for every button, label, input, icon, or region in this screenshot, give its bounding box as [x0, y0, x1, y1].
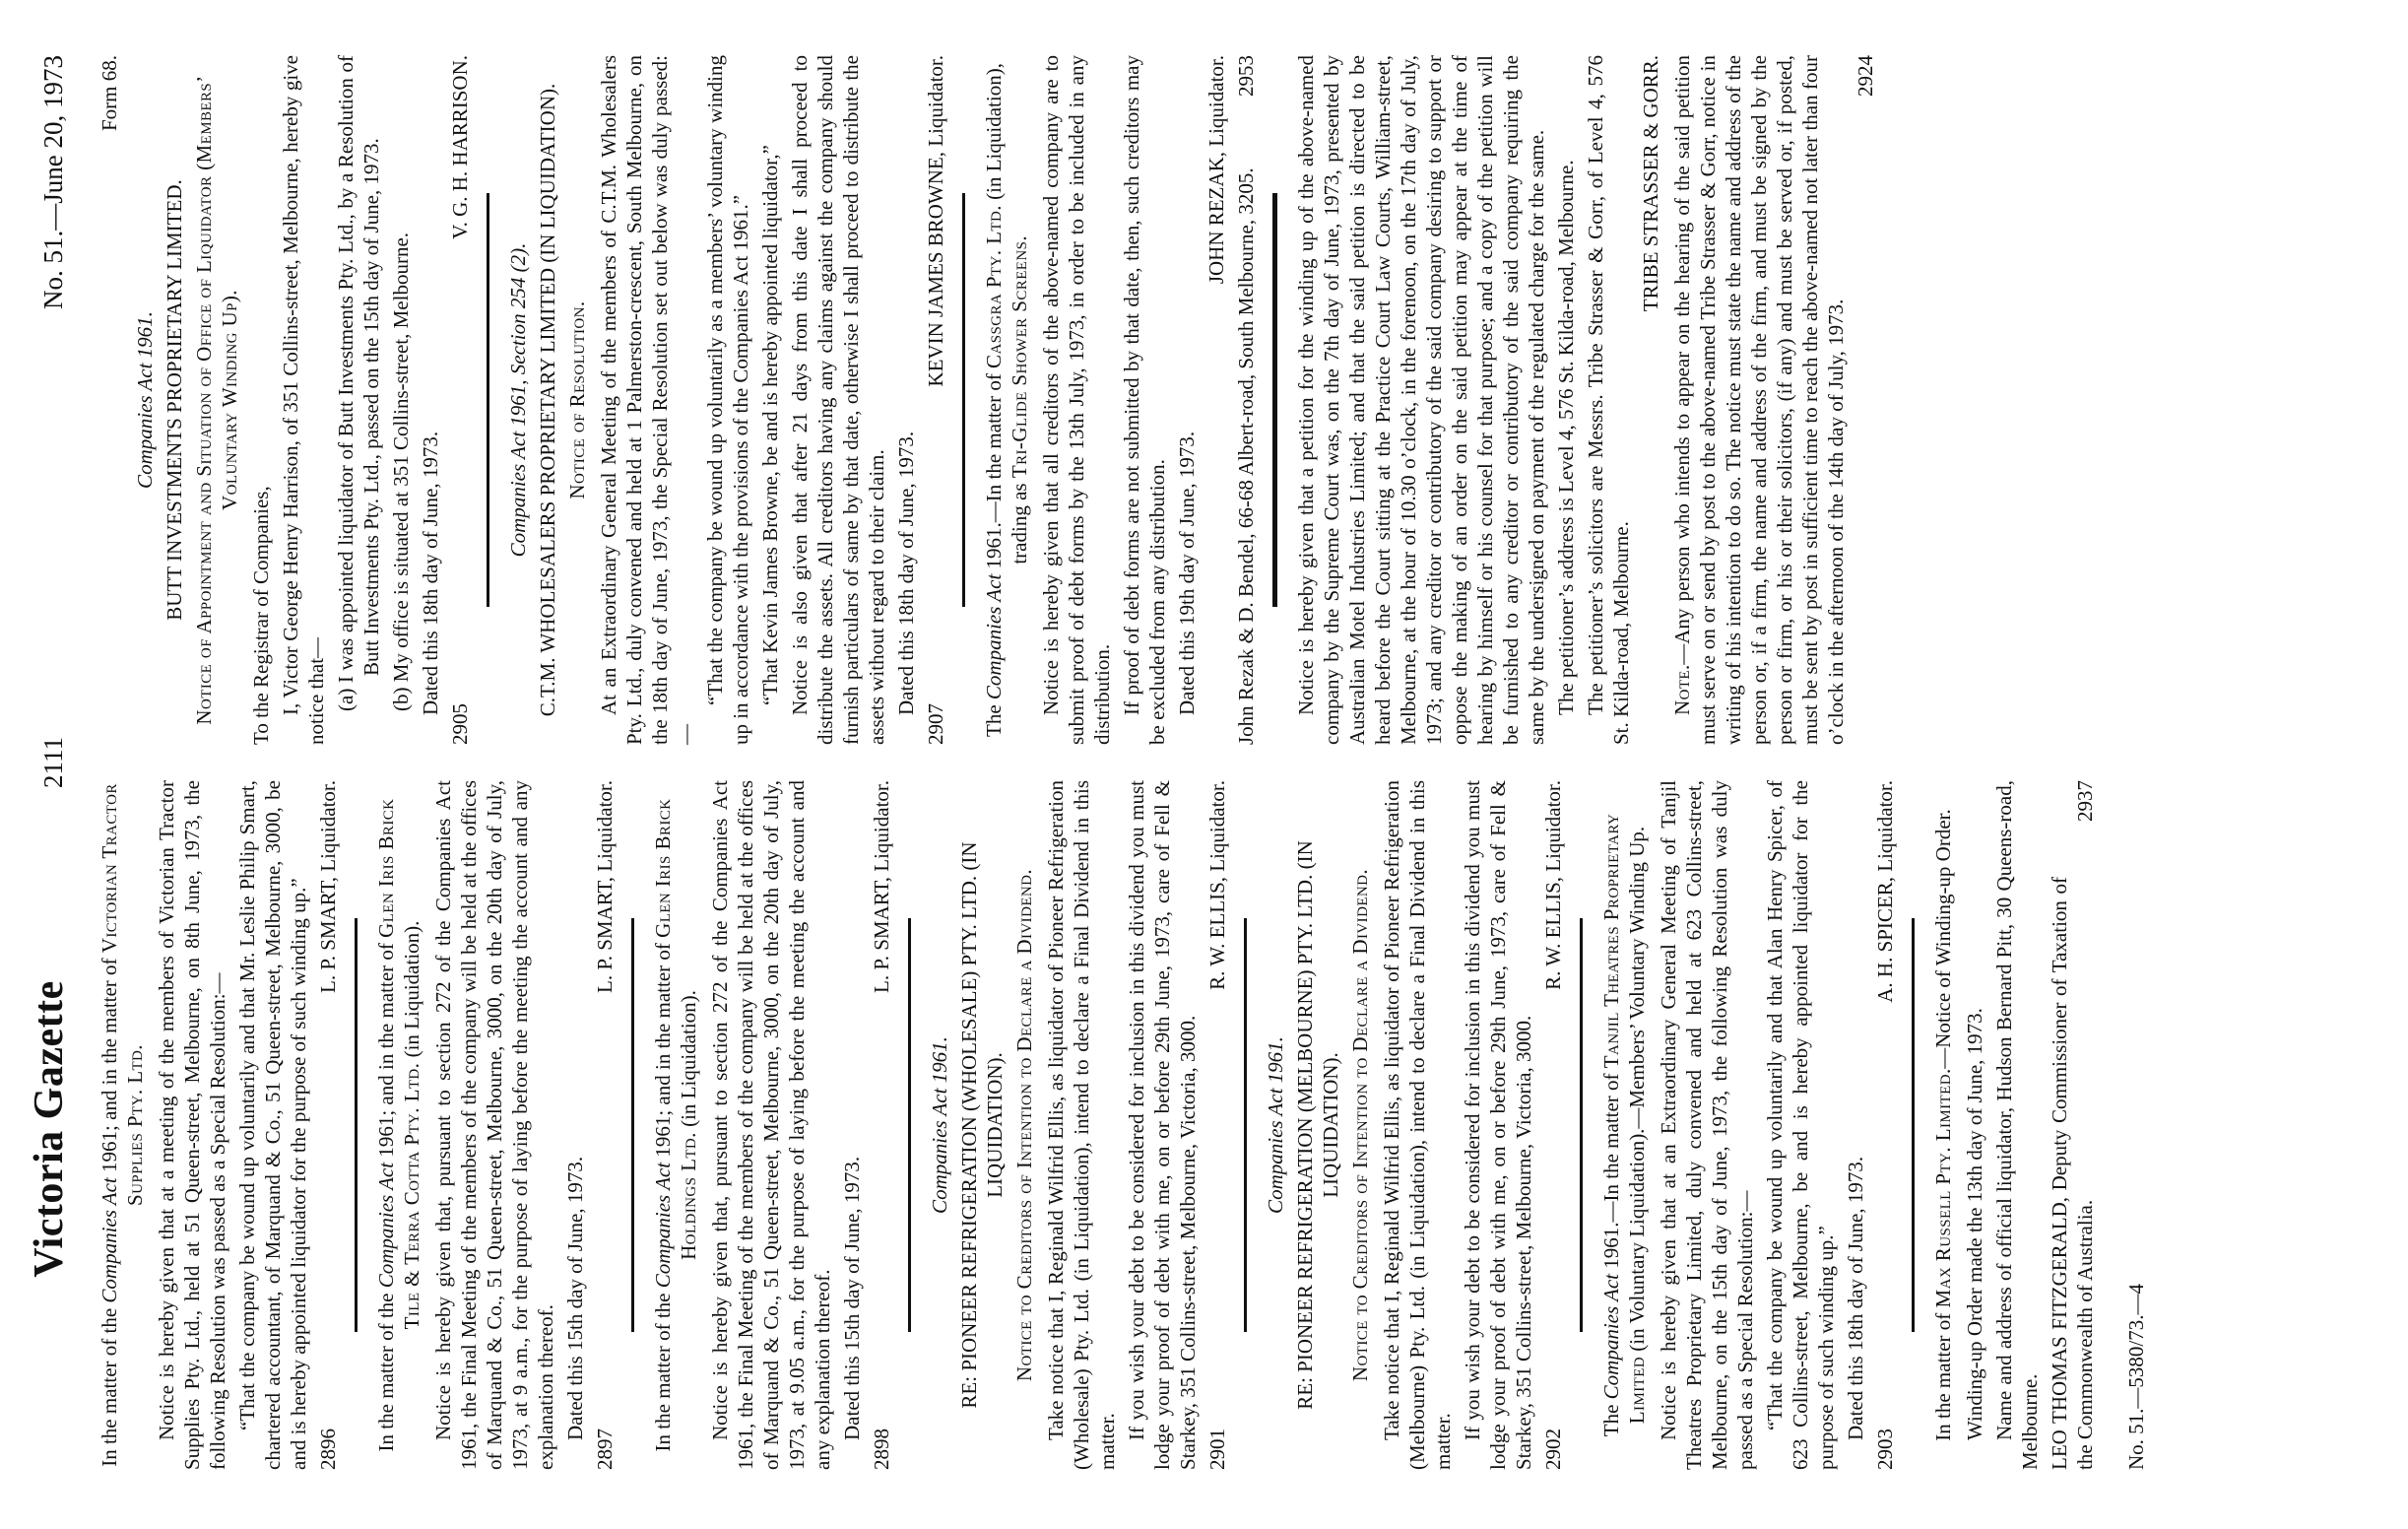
notice-number: 2953 [1234, 55, 1258, 97]
notice-paragraph: The petitioner’s address is Level 4, 576 St. Kilda-road, Melbourne. [1554, 160, 1578, 715]
dated-line: Dated this 19th day of June, 1973. [1175, 431, 1199, 715]
signature: TRIBE STRASSER & GORR. [1639, 55, 1662, 312]
notice-ctm-wholesalers [505, 55, 948, 745]
company-line: C.T.M. WHOLESALERS PROPRIETARY LIMITED (IN LIQUIDATION). [536, 83, 559, 717]
liquidator-address: John Rezak & D. Bendel, 66-68 Albert-road, South Melbourne, 3205. [1234, 167, 1258, 745]
list-item-b: (b) My office is situated at 351 Collins-street, Melbourne. [389, 232, 413, 711]
notice-heading: Notice of Resolution. [565, 300, 589, 499]
list-item-a: (a) I was appointed liquidator of Butt Investments Pty. Ltd., by a Resolution of Butt Investments Pty. Ltd., passed on the 15th day of June, 1973. [334, 55, 383, 711]
notice-number: 2905 [448, 703, 472, 745]
resolution-quote: “That the company be wound up voluntarily as a members’ voluntary winding up in accordance with the provisions of the Companies Act 1961.” [703, 55, 752, 745]
notice-number: 2896 [316, 1429, 340, 1470]
notice-victorian-tractor [97, 780, 341, 1470]
notice-number: 2907 [924, 703, 947, 745]
notice-separator [908, 918, 911, 1332]
notice-paragraph: Notice is hereby given that at a meeting of the members of Victorian Tractor Supplies Pty. Ltd., held at 51 Queen-street, Melbourne, on 8th June, 1973, the following Resolution was passed as a Special Resolution:— [155, 780, 229, 1470]
note-paragraph: Note.—Any person who intends to appear on the hearing of the said petition must serve on or send by post to the above-named Tribe Strasser & Gorr, notice in writing of his intention to do so. The notice must state the name and address of the person or, if a firm, the name and address of the firm, and must be signed by the person or firm, or his or their solicitors, (if any) and must be served or, if posted, must be sent by post in sufficient time to reach the above-named not later than four o’clock in the afternoon of the 14th day of July, 1973. [1670, 55, 1848, 745]
notice-separator [487, 193, 489, 607]
signature: R. W. ELLIS, Liquidator. [1541, 780, 1565, 990]
signature-row [447, 55, 473, 745]
notice-paragraph: Notice is hereby given that at an Extraordinary General Meeting of Tanjil Theatres Proprietary Limited, duly convened and held at 623 Collins-street, Melbourne, on the 15th day of June, 1973, the following Resolution was duly passed as a Special Resolution:— [1657, 780, 1757, 1470]
notice-heading: Notice to Creditors of Intention to Declare a Dividend. [1012, 868, 1036, 1382]
notice-number: 2924 [1854, 55, 1877, 97]
notice-number: 2903 [1873, 1429, 1897, 1470]
company-line: BUTT INVESTMENTS PROPRIETARY LIMITED. [163, 179, 186, 621]
signature: LEO THOMAS FITZGERALD, Deputy Commissioner of Taxation of the Commonwealth of Australia. [2048, 877, 2097, 1470]
notice-title: The Companies Act 1961.—In the matter of Cassgra Pty. Ltd. (in Liquidation), trading as Tri-Glide Shower Screens. [982, 63, 1031, 737]
notice-title: In the matter of the Companies Act 1961; and in the matter of Victorian Tractor Supplies Pty. Ltd. [98, 783, 147, 1467]
dated-line: Dated this 18th day of June, 1973. [894, 431, 918, 715]
gazette-masthead: Victoria Gazette [27, 980, 72, 1278]
notice-separator [355, 918, 358, 1332]
resolution-quote: “That the company be wound up voluntarily and that Alan Henry Spicer, of 623 Collins-street, Melbourne, be and is hereby appointed liquidator for the purpose of such winding up.” [1763, 780, 1838, 1470]
notice-number: 2901 [1205, 1429, 1229, 1470]
resolution-quote: “That Kevin James Browne, be and is hereby appointed liquidator,” [758, 145, 782, 705]
notice-title: In the matter of the Companies Act 1961; and in the matter of Glen Iris Brick Holdings Ltd. (in Liquidation). [651, 798, 700, 1452]
signature-row [869, 780, 894, 1470]
notice-max-russell [1930, 780, 2098, 1470]
signature-row [923, 55, 948, 745]
act-line: Companies Act 1961. [133, 311, 157, 489]
right-column [97, 55, 2170, 745]
notice-heading: Notice to Creditors of Intention to Declare a Dividend. [1348, 868, 1372, 1382]
signature: L. P. SMART, Liquidator. [870, 780, 893, 993]
notice-separator [962, 193, 965, 607]
dated-line: Dated this 15th day of June, 1973. [563, 1156, 587, 1440]
notice-paragraph: At an Extraordinary General Meeting of the members of C.T.M. Wholesalers Pty. Ltd., duly convened and held at 1 Palmerston-crescent, South Melbourne, on the 18th day of June, 1973, the Special Resolution set out below was duly passed:— [597, 55, 697, 745]
signature-row [592, 780, 618, 1470]
notice-glen-iris-brick-tile [373, 780, 618, 1470]
left-column [97, 780, 2170, 1470]
act-line: Companies Act 1961, Section 254 (2). [506, 242, 530, 558]
dated-line: Dated this 18th day of June, 1973. [1844, 1156, 1867, 1440]
signature: KEVIN JAMES BROWNE, Liquidator. [924, 55, 947, 387]
notice-paragraph: I, Victor George Henry Harrison, of 351 Collins-street, Melbourne, hereby give notice that— [279, 55, 328, 745]
notice-title: In the matter of Max Russell Pty. Limited.—Notice of Winding-up Order. [1931, 809, 1955, 1441]
notice-number: 2897 [593, 1429, 617, 1470]
notice-number: 2937 [2073, 780, 2097, 822]
notice-winding-up-petition [1293, 55, 1878, 745]
signature: V. G. H. HARRISON. [448, 55, 472, 239]
resolution-quote: “That the company be wound up voluntarily and that Mr. Leslie Philip Smart, chartered accountant, of Marquand & Co., 51 Queen-street, Melbourne, 3000, be and is hereby appointed liquidator for the purpose of such winding up.” [235, 780, 310, 1470]
signature-row [315, 780, 341, 1470]
notice-paragraph: Take notice that I, Reginald Wilfrid Ellis, as liquidator of Pioneer Refrigeration (Wholesale) Pty. Ltd. (in Liquidation), intend to declare a Final Dividend in this matter. [1044, 780, 1119, 1470]
dated-line: Dated this 18th day of June, 1973. [419, 431, 442, 715]
notice-paragraph: Notice is hereby given that all creditors of the above-named company are to submit proof of debt forms by the 13th July, 1973, in order to be included in any distribution. [1039, 55, 1114, 745]
page-number: 2111 [38, 737, 68, 788]
column-layout [97, 55, 2170, 1470]
dated-line: Dated this 15th day of June, 1973. [840, 1156, 864, 1440]
signature-row [1204, 780, 1230, 1470]
notice-paragraph: If proof of debt forms are not submitted by that date, then, such creditors may be excluded from any distribution. [1120, 55, 1169, 745]
notice-paragraph: To the Registrar of Companies, [249, 486, 273, 745]
notice-title: The Companies Act 1961.—In the matter of Tanjil Theatres Proprietary Limited (in Voluntary Liquidation).—Members’ Voluntary Winding Up. [1599, 813, 1649, 1437]
notice-paragraph: Notice is hereby given that, pursuant to section 272 of the Companies Act 1961, the Final Meeting of the members of the company will be held at the offices of Marquand & Co., 51 Queen-street, Melbourne, 3000, on the 20th day of July, 1973, at 9 a.m., for the purpose of laying before the meeting the account and any explanation thereof. [431, 780, 557, 1470]
notice-separator [631, 918, 634, 1332]
notice-heading: Notice of Appointment and Situation of Office of Liquidator (Members’ Voluntary Winding Up). [192, 75, 241, 725]
form-number: Form 68. [98, 55, 121, 132]
notice-number: 2902 [1541, 1429, 1565, 1470]
notice-separator [1244, 918, 1247, 1332]
signature: L. P. SMART, Liquidator. [593, 780, 617, 993]
notice-paragraph: If you wish your debt to be considered for inclusion in this dividend you must lodge your proof of debt with me, on or before 29th June, 1973, care of Fell & Starkey, 351 Collins-street, Melbourne, Victoria, 3000. [1461, 780, 1535, 1470]
signature-row [1872, 780, 1898, 1470]
issue-date: No. 51.—June 20, 1973 [38, 55, 68, 309]
notice-separator-heavy [1272, 193, 1277, 607]
notice-pioneer-melbourne [1263, 780, 1566, 1470]
signature-row [1540, 780, 1566, 1470]
notice-number: 2898 [870, 1429, 893, 1470]
address-row [1233, 55, 1259, 745]
notice-cassgra [981, 55, 1259, 745]
notice-paragraph: Winding-up Order made the 13th day of June, 1973. [1963, 1008, 1986, 1440]
notice-paragraph: Notice is hereby given that, pursuant to section 272 of the Companies Act 1961, the Final Meeting of the members of the company will be held at the offices of Marquand & Co., 51 Queen-street, Melbourne, 3000, on the 20th day of July, 1973, at 9.05 a.m., for the purpose of laying before the meeting the account and any explanation thereof. [708, 780, 834, 1470]
act-line: Companies Act 1961. [1264, 1036, 1287, 1214]
notice-pioneer-wholesale [927, 780, 1230, 1470]
notice-paragraph: Notice is hereby given that a petition for the winding up of the above-named company by the Supreme Court was, on the 7th day of June, 1973, presented by Australian Motel Industries Limited; and that the said petition is directed to be heard before the Court sitting at the Practice Court Law Courts, William-street, Melbourne, at the hour of 10.30 o’clock, in the forenoon, on the 17th day of July, 1973; and any creditor or contributory of the said company desiring to support or oppose the making of an order on the said petition may appear at the time of hearing by himself or his counsel for that purpose; and a copy of the petition will be furnished to any creditor or contributory of the said company requiring the same by the undersigned on payment of the regulated charge for the same. [1294, 55, 1548, 745]
signature: L. P. SMART, Liquidator. [316, 780, 340, 993]
signature: R. W. ELLIS, Liquidator. [1205, 780, 1229, 990]
notice-separator [1912, 918, 1915, 1332]
page-header [26, 55, 73, 1470]
company-line: RE: PIONEER REFRIGERATION (WHOLESALE) PTY. LTD. (IN LIQUIDATION). [957, 841, 1007, 1409]
company-line: RE: PIONEER REFRIGERATION (MELBOURNE) PTY. LTD. (IN LIQUIDATION). [1293, 840, 1342, 1410]
notice-paragraph: Notice is also given that after 21 days from this date I shall proceed to distribute the assets. All creditors having any claims against the company should furnish particulars of same by that date, otherwise I shall proceed to distribute the assets without regard to their claim. [788, 55, 888, 745]
notice-paragraph: Name and address of official liquidator, Hudson Bernard Pitt, 30 Queens-road, Melbourne. [1992, 780, 2042, 1470]
notice-butt-investments [132, 55, 473, 745]
notice-glen-iris-brick-holdings [650, 780, 894, 1470]
notice-paragraph: The petitioner’s solicitors are Messrs. Tribe Strasser & Gorr, of Level 4, 576 St. Kilda-road, Melbourne. [1584, 55, 1633, 745]
notice-separator [1580, 918, 1583, 1332]
notice-title: In the matter of the Companies Act 1961; and in the matter of Glen Iris Brick Tile & Terra Cotta Pty. Ltd. (in Liquidation). [374, 798, 423, 1452]
act-line: Companies Act 1961. [928, 1036, 951, 1214]
signature: A. H. SPICER, Liquidator. [1873, 780, 1897, 1003]
notice-paragraph: If you wish your debt to be considered for inclusion in this dividend you must lodge your proof of debt with me, on or before 29th June, 1973, care of Fell & Starkey, 351 Collins-street, Melbourne, Victoria, 3000. [1125, 780, 1200, 1470]
notice-tanjil-theatres [1598, 780, 1898, 1470]
imprint-line: No. 51.—5380/73.—4 [2124, 1284, 2148, 1470]
signature: JOHN REZAK, Liquidator. [1204, 55, 1228, 285]
notice-paragraph: Take notice that I, Reginald Wilfrid Ellis, as liquidator of Pioneer Refrigeration (Melbourne) Pty. Ltd. (in Liquidation), intend to declare a Final Dividend in this matter. [1380, 780, 1455, 1470]
signature-row [2047, 780, 2098, 1470]
